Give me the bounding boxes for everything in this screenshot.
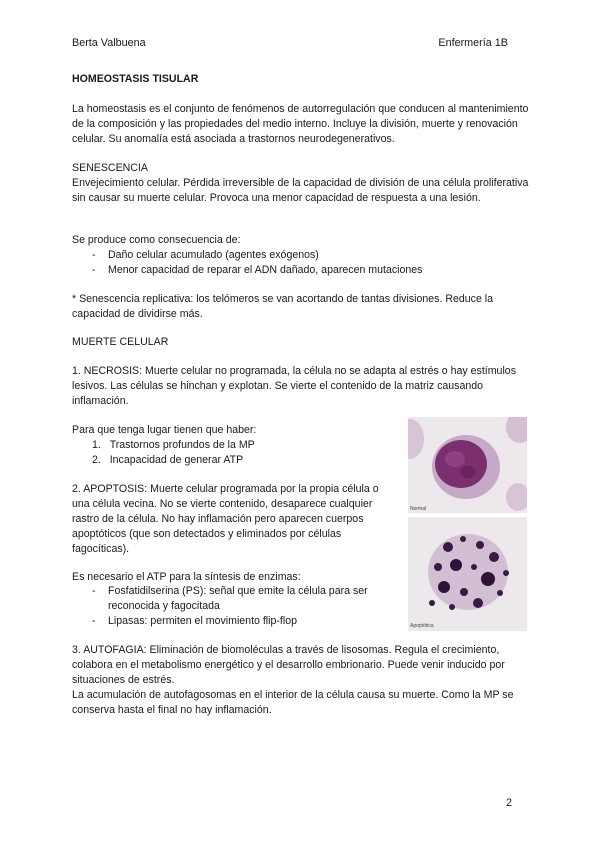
cell-micrograph-drawing	[408, 417, 527, 631]
list-item: 2. Incapacidad de generar ATP	[92, 454, 244, 466]
causes-intro: Se produce como consecuencia de:	[72, 234, 241, 246]
enzymes-list	[72, 584, 398, 629]
necrosis-text: 1. NECROSIS: Muerte celular no programada, la célula no se adapta al estrés o hay estímulos lesivos. Las células se hinchan y explotan. Se vierte el contenido de la matriz causando inflamación.	[72, 365, 516, 407]
autofagia-text: 3. AUTOFAGIA: Eliminación de biomoléculas a través de lisosomas. Regula el crecimiento, colabora en el metabolismo energético y el desarrollo embrionario. Puede venir inducido por situaciones de estrés.	[72, 644, 505, 686]
muerte-heading: MUERTE CELULAR	[72, 336, 169, 348]
senescencia-text: Envejecimiento celular. Pérdida irreversible de la capacidad de división de una célula proliferativa sin causar su muerte celular. Provoca una menor capacidad de respuesta a una lesión.	[72, 177, 529, 204]
intro-paragraph: La homeostasis es el conjunto de fenómenos de autorregulación que conducen al mantenimiento de la composición y las propiedades del medio interno. Incluye la división, muerte y renovación celular. Su anomalía está asociada a trastornos neurodegenerativos.	[72, 103, 529, 145]
requirements-list	[72, 438, 255, 468]
header-course: Enfermería 1B	[438, 37, 508, 49]
list-item: 1. Trastornos profundos de la MP	[92, 439, 255, 451]
list-item: - Lipasas: permiten el movimiento flip-flop	[72, 614, 398, 629]
caption-normal: Normal	[410, 506, 427, 512]
atp-intro: Es necesario el ATP para la síntesis de enzimas:	[72, 571, 301, 583]
apoptosis-text: 2. APOPTOSIS: Muerte celular programada por la propia célula o una célula vecina. No se vierte contenido, desaparece cualquier rastro de la célula. No hay inflamación pero aparecen cuerpos apoptóticos (que son detectados y eliminados por células fagocíticas).	[72, 483, 379, 555]
list-item: - Fosfatidilserina (PS): señal que emite la célula para ser reconocida y fagocitada	[72, 584, 398, 614]
header-author: Berta Valbuena	[72, 37, 146, 49]
caption-apoptotic: Apoptótica	[410, 623, 434, 629]
autofagia-death-text: La acumulación de autofagosomas en el interior de la célula causa su muerte. Como la MP se conserva hasta el final no hay inflamación.	[72, 689, 514, 716]
senescencia-heading: SENESCENCIA	[72, 162, 148, 174]
list-item: - Daño celular acumulado (agentes exógenos)	[72, 248, 422, 263]
senescencia-note: * Senescencia replicativa: los telómeros se van acortando de tantas divisiones. Reduce la capacidad de dividirse más.	[72, 293, 494, 320]
causes-list	[72, 248, 422, 278]
cell-micrograph	[408, 417, 527, 631]
page-number: 2	[506, 797, 512, 809]
requirements-intro: Para que tenga lugar tienen que haber:	[72, 424, 257, 436]
list-item: - Menor capacidad de reparar el ADN dañado, aparecen mutaciones	[72, 263, 422, 278]
page-title: HOMEOSTASIS TISULAR	[72, 73, 199, 85]
